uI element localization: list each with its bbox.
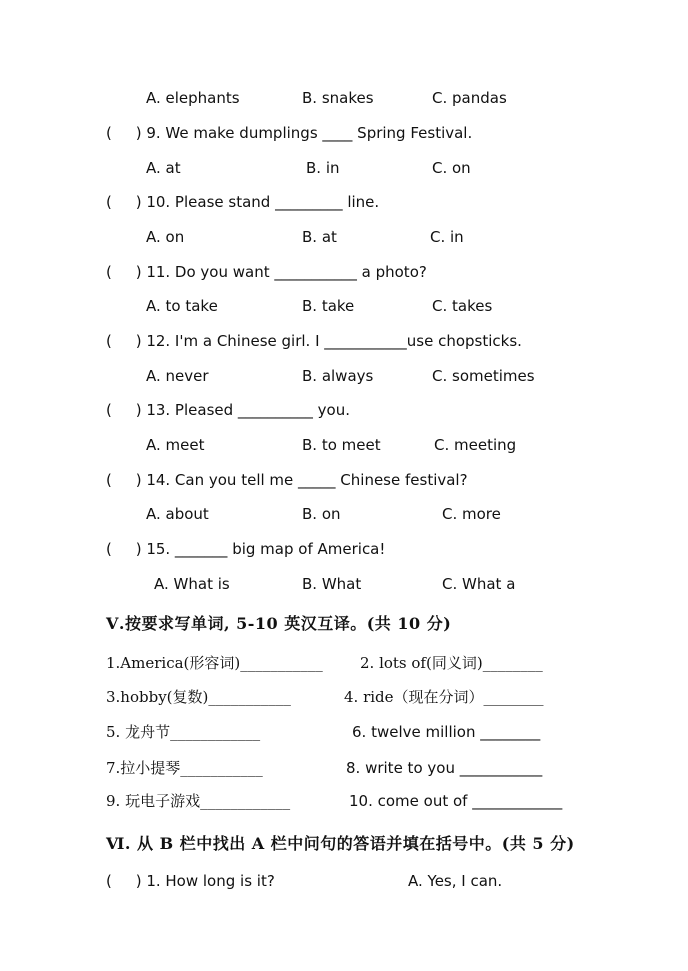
q11-option-c: C. takes <box>432 297 493 315</box>
q14-option-a: A. about <box>146 505 209 523</box>
q8-option-c: C. pandas <box>432 89 507 107</box>
section-5-item-8: 8. write to you ___________ <box>346 759 543 777</box>
q14-stem: ( ) 14. Can you tell me _____ Chinese festival? <box>106 471 468 489</box>
q12-option-c: C. sometimes <box>432 367 535 385</box>
section-5-item-4: 4. ride（现在分词）________ <box>344 688 544 706</box>
section-6-title: Ⅵ. 从 B 栏中找出 A 栏中问句的答语并填在括号中。(共 5 分) <box>106 834 575 853</box>
q13-option-a: A. meet <box>146 436 205 454</box>
q10-option-a: A. on <box>146 228 185 246</box>
q15-option-b: B. What <box>302 575 362 593</box>
q12-option-b: B. always <box>302 367 374 385</box>
q8-option-b: B. snakes <box>302 89 374 107</box>
q14-option-c: C. more <box>442 505 501 523</box>
section-5-item-3: 3.hobby(复数)___________ <box>106 688 291 706</box>
section-5-item-9: 9. 玩电子游戏____________ <box>106 792 291 810</box>
section-5-item-5: 5. 龙舟节____________ <box>106 723 261 741</box>
q10-option-c: C. in <box>430 228 464 246</box>
section-6-answer-a: A. Yes, I can. <box>408 872 503 890</box>
q13-option-b: B. to meet <box>302 436 381 454</box>
q10-stem: ( ) 10. Please stand _________ line. <box>106 193 380 211</box>
section-5-item-2: 2. lots of(同义词)________ <box>360 654 543 672</box>
q15-stem: ( ) 15. _______ big map of America! <box>106 540 386 558</box>
q13-option-c: C. meeting <box>434 436 517 454</box>
section-6-question-1: ( ) 1. How long is it? <box>106 872 275 890</box>
q15-option-a: A. What is <box>154 575 230 593</box>
section-5-item-6: 6. twelve million ________ <box>352 723 541 741</box>
q9-option-c: C. on <box>432 159 471 177</box>
section-5-item-7: 7.拉小提琴___________ <box>106 759 263 777</box>
q9-option-a: A. at <box>146 159 181 177</box>
q11-stem: ( ) 11. Do you want ___________ a photo? <box>106 263 427 281</box>
q9-stem: ( ) 9. We make dumplings ____ Spring Festival. <box>106 124 473 142</box>
q13-stem: ( ) 13. Pleased __________ you. <box>106 401 350 419</box>
q11-option-b: B. take <box>302 297 355 315</box>
q11-option-a: A. to take <box>146 297 218 315</box>
q15-option-c: C. What a <box>442 575 516 593</box>
section-5-item-10: 10. come out of ____________ <box>349 792 563 810</box>
q8-option-a: A. elephants <box>146 89 240 107</box>
section-5-item-1: 1.America(形容词)___________ <box>106 654 323 672</box>
q12-option-a: A. never <box>146 367 209 385</box>
q14-option-b: B. on <box>302 505 341 523</box>
section-5-title: Ⅴ.按要求写单词, 5-10 英汉互译。(共 10 分) <box>106 614 452 633</box>
q10-option-b: B. at <box>302 228 337 246</box>
q9-option-b: B. in <box>306 159 340 177</box>
q12-stem: ( ) 12. I'm a Chinese girl. I ___________use chopsticks. <box>106 332 522 350</box>
